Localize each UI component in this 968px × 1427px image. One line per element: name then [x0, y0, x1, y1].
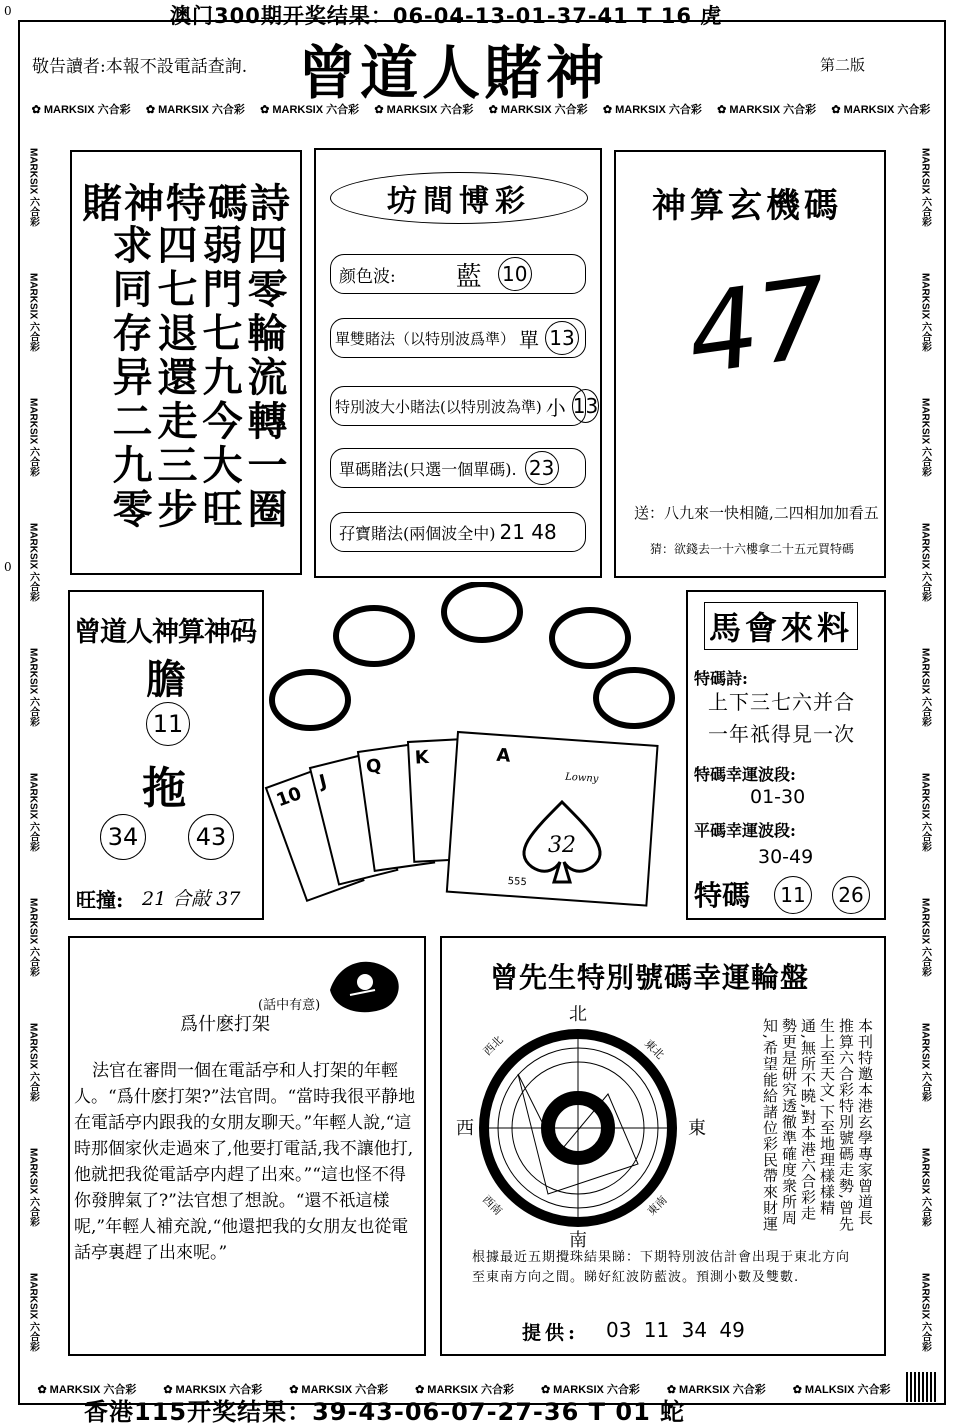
flower-icon: ✿: [145, 103, 156, 116]
joker-text: Lowny: [564, 771, 599, 785]
wheel-box: [440, 936, 886, 1356]
strip-item: ✿ MARKSIX 六合彩: [163, 1383, 263, 1396]
flower-icon: ✿: [260, 103, 270, 116]
wheel-title: 曾先生特別號碼幸運輪盤: [490, 961, 810, 994]
wang-value: 21 合敲 37: [142, 888, 241, 910]
mahui-title: 馬會來料: [704, 602, 858, 650]
flower-icon: ✿: [717, 103, 727, 116]
shensuan-box: [68, 590, 264, 920]
ball-3: [444, 584, 520, 640]
poem-title: 賭神特碼詩: [82, 180, 292, 227]
story-box: [68, 936, 426, 1356]
strip-item: ✿ MARKSIX 六合彩: [260, 103, 360, 116]
mahui-poem-label: 特碼詩:: [694, 669, 748, 688]
strip-item: ✿ MARKSIX 六合彩: [374, 103, 474, 116]
ping-range-label: 平碼幸運波段:: [694, 821, 796, 840]
te-range-value: 01-30: [750, 786, 806, 808]
marksix-strip-top: [24, 98, 938, 120]
dir-north: 北: [569, 1004, 587, 1025]
mahui-poem-line-2: 一年祇得見一次: [708, 722, 855, 746]
fangjian-row-double: 孖寶賭法(兩個波全中) 21 48: [330, 512, 586, 552]
strip-item: ✿ MARKSIX 六合彩: [717, 103, 817, 116]
te-range-label: 特碼幸運波段:: [694, 765, 796, 784]
dir-northwest: 西北: [480, 1033, 506, 1059]
xuanji-handwriting: 47: [679, 252, 837, 400]
dir-northeast: 東北: [641, 1036, 667, 1062]
provide-label: 提供:: [522, 1322, 580, 1344]
dir-southwest: 西南: [479, 1192, 505, 1218]
shensuan-title: 曾道人神算神码: [74, 617, 256, 648]
strip-item: ✿ MARKSIX 六合彩: [145, 103, 245, 116]
tema-label: 特碼: [694, 879, 751, 912]
flower-icon: ✿: [602, 103, 613, 116]
fangjian-row-bigsmall: 特別波大小賭法(以特別波為準) 小 13: [330, 386, 586, 426]
card-rank: A: [495, 744, 512, 767]
bottom-result-banner: 香港115开奖结果：39-43-06-07-27-36 T 01 蛇: [84, 1398, 686, 1426]
strip-item: ✿ MARKSIX 六合彩: [666, 1383, 766, 1396]
poem-column-1: 四零輪流轉一圈: [241, 224, 288, 532]
ball-5: [596, 670, 672, 726]
strip-item: ✿ MARKSIX 六合彩: [415, 1383, 515, 1396]
ball-4: [552, 610, 628, 666]
dan-label: 膽: [146, 656, 186, 703]
xuanji-song: 送：八九來一快相隨,二四相加加看五: [634, 504, 879, 522]
flower-icon: ✿: [792, 1383, 802, 1396]
top-result-banner: 澳门300期开奖结果：06-04-13-01-37-41 T 16 虎: [170, 4, 723, 28]
tema-number-2: 26: [832, 876, 870, 914]
wang-label: 旺撞:: [76, 888, 124, 912]
lucky-wheel: [448, 1004, 712, 1248]
tema-number-1: 11: [774, 876, 812, 914]
fangjian-box: [314, 148, 602, 578]
flower-icon: ✿: [289, 1383, 299, 1396]
barcode: [906, 1372, 936, 1402]
marksix-strip-left: MARKSIX 六合彩 MARKSIX 六合彩 MARKSIX 六合彩 MARKSIX 六合彩 MARKSIX 六合彩 MARKSIX 六合彩 MARKSIX 六合彩 MARKSIX 六合彩 MARKSIX 六合彩 MARKSIX 六合彩: [27, 148, 39, 1352]
flower-icon: ✿: [666, 1383, 677, 1396]
edition-label: 第二版: [820, 56, 866, 74]
strip-item: ✿ MARKSIX 六合彩: [37, 1383, 137, 1396]
flower-icon: ✿: [37, 1383, 47, 1396]
story-body: 法官在審問一個在電話亭和人打架的年輕人。“爲什麽打架?”法官問。“當時我很平静地在電話亭内跟我的女朋友聊天。”年輕人說,“這時那個家伙走過來了,他要打電話,我不讓他打,他就把我從電話亭内趕了出來。”“這也怪不得你發脾氣了?”法官想了想說。“還不祇這樣呢,”年輕人補充說,“他還把我的女朋友也從電話亭裏趕了出來呢。”: [74, 1061, 416, 1263]
card-rank: Q: [364, 754, 383, 778]
ping-range-value: 30-49: [758, 846, 814, 868]
dir-west: 西: [456, 1118, 474, 1139]
deck-code: 555: [507, 875, 528, 889]
wheel-summary: 根據最近五期攪珠結果睇：下期特別波估計會出現于東北方向至東南方向之間。睇好紅波防藍波。預測小數及雙數.: [472, 1250, 851, 1285]
tuo-label: 拖: [142, 763, 186, 814]
dan-number: 11: [146, 702, 190, 746]
flower-icon: ✿: [488, 103, 498, 116]
card-rank: K: [414, 746, 430, 769]
story-title: 爲什麽打架: [180, 1014, 270, 1035]
mahui-box: [686, 590, 886, 920]
cards-illustration: [262, 582, 682, 922]
strip-item: ✿ MARKSIX 六合彩: [31, 103, 131, 116]
corner-mark-middle: 0: [4, 560, 12, 574]
card-rank: J: [317, 770, 329, 793]
poem-column-3: 四七退還走三步: [151, 224, 198, 532]
tuo-number-2: 43: [188, 814, 234, 860]
card-rank: 10: [273, 783, 305, 812]
ball-2: [336, 608, 412, 664]
flower-icon: ✿: [540, 1383, 551, 1396]
fangjian-title: 坊間博彩: [387, 184, 531, 219]
dir-south: 南: [569, 1230, 587, 1248]
wheel-side-text: 本刊特邀本港玄學專家曾道長推算六合彩特別號碼走勢,曾先生上至天文,下至地理樣樣精通,無所不曉,對本港六合彩走勢更是研究透徹準確度衆所周知,希望能給諸位彩民帶來財運: [761, 1018, 874, 1232]
strip-item: ✿ MARKSIX 六合彩: [488, 103, 588, 116]
strip-item: ✿ MALKSIX 六合彩: [792, 1383, 891, 1396]
mahui-poem-line-1: 上下三七六并合: [708, 690, 855, 714]
fangjian-row-oddeven: 單雙賭法（以特別波爲準） 單 13: [330, 318, 586, 358]
fangjian-row-single: 單碼賭法(只選一個單碼). 23: [330, 448, 586, 488]
xuanji-note: 猜：欲錢去一十六樓拿二十五元買特碼: [650, 542, 855, 556]
flower-icon: ✿: [374, 103, 384, 116]
ball-1: [272, 672, 348, 728]
provide-numbers: 03 11 34 49: [606, 1318, 745, 1342]
poem-column-4: 求同存异二九零: [106, 224, 153, 532]
xuanji-box: [614, 150, 886, 578]
fighter-icon: [320, 950, 410, 1020]
dir-southeast: 東南: [644, 1193, 670, 1219]
strip-item: ✿ MARKSIX 六合彩: [831, 103, 931, 116]
flower-icon: ✿: [163, 1383, 173, 1396]
fangjian-title-oval: [330, 172, 588, 224]
strip-item: ✿ MARKSIX 六合彩: [540, 1383, 640, 1396]
story-subtitle: (話中有意): [258, 998, 321, 1013]
corner-mark-top: 0: [4, 4, 12, 18]
fangjian-row-color: 颜色波: 藍 10: [330, 254, 586, 294]
marksix-strip-right: MARKSIX 六合彩 MARKSIX 六合彩 MARKSIX 六合彩 MARKSIX 六合彩 MARKSIX 六合彩 MARKSIX 六合彩 MARKSIX 六合彩 MARKSIX 六合彩 MARKSIX 六合彩 MARKSIX 六合彩: [919, 148, 931, 1352]
flower-icon: ✿: [31, 103, 41, 116]
dir-east: 東: [688, 1118, 706, 1139]
strip-item: ✿ MARKSIX 六合彩: [289, 1383, 389, 1396]
poem-column-2: 弱門七九今大旺: [196, 224, 243, 532]
poem-box: [70, 150, 302, 575]
tuo-number-1: 34: [100, 814, 146, 860]
xuanji-title: 神算玄機碼: [652, 186, 842, 226]
flower-icon: ✿: [831, 103, 841, 116]
strip-item: ✿ MARKSIX 六合彩: [602, 103, 702, 116]
spade-number: 32: [548, 833, 576, 858]
masthead-title: 曾道人賭神: [298, 39, 609, 107]
flower-icon: ✿: [415, 1383, 425, 1396]
notice-text: 敬告讀者:本報不設電話查詢.: [32, 57, 248, 77]
